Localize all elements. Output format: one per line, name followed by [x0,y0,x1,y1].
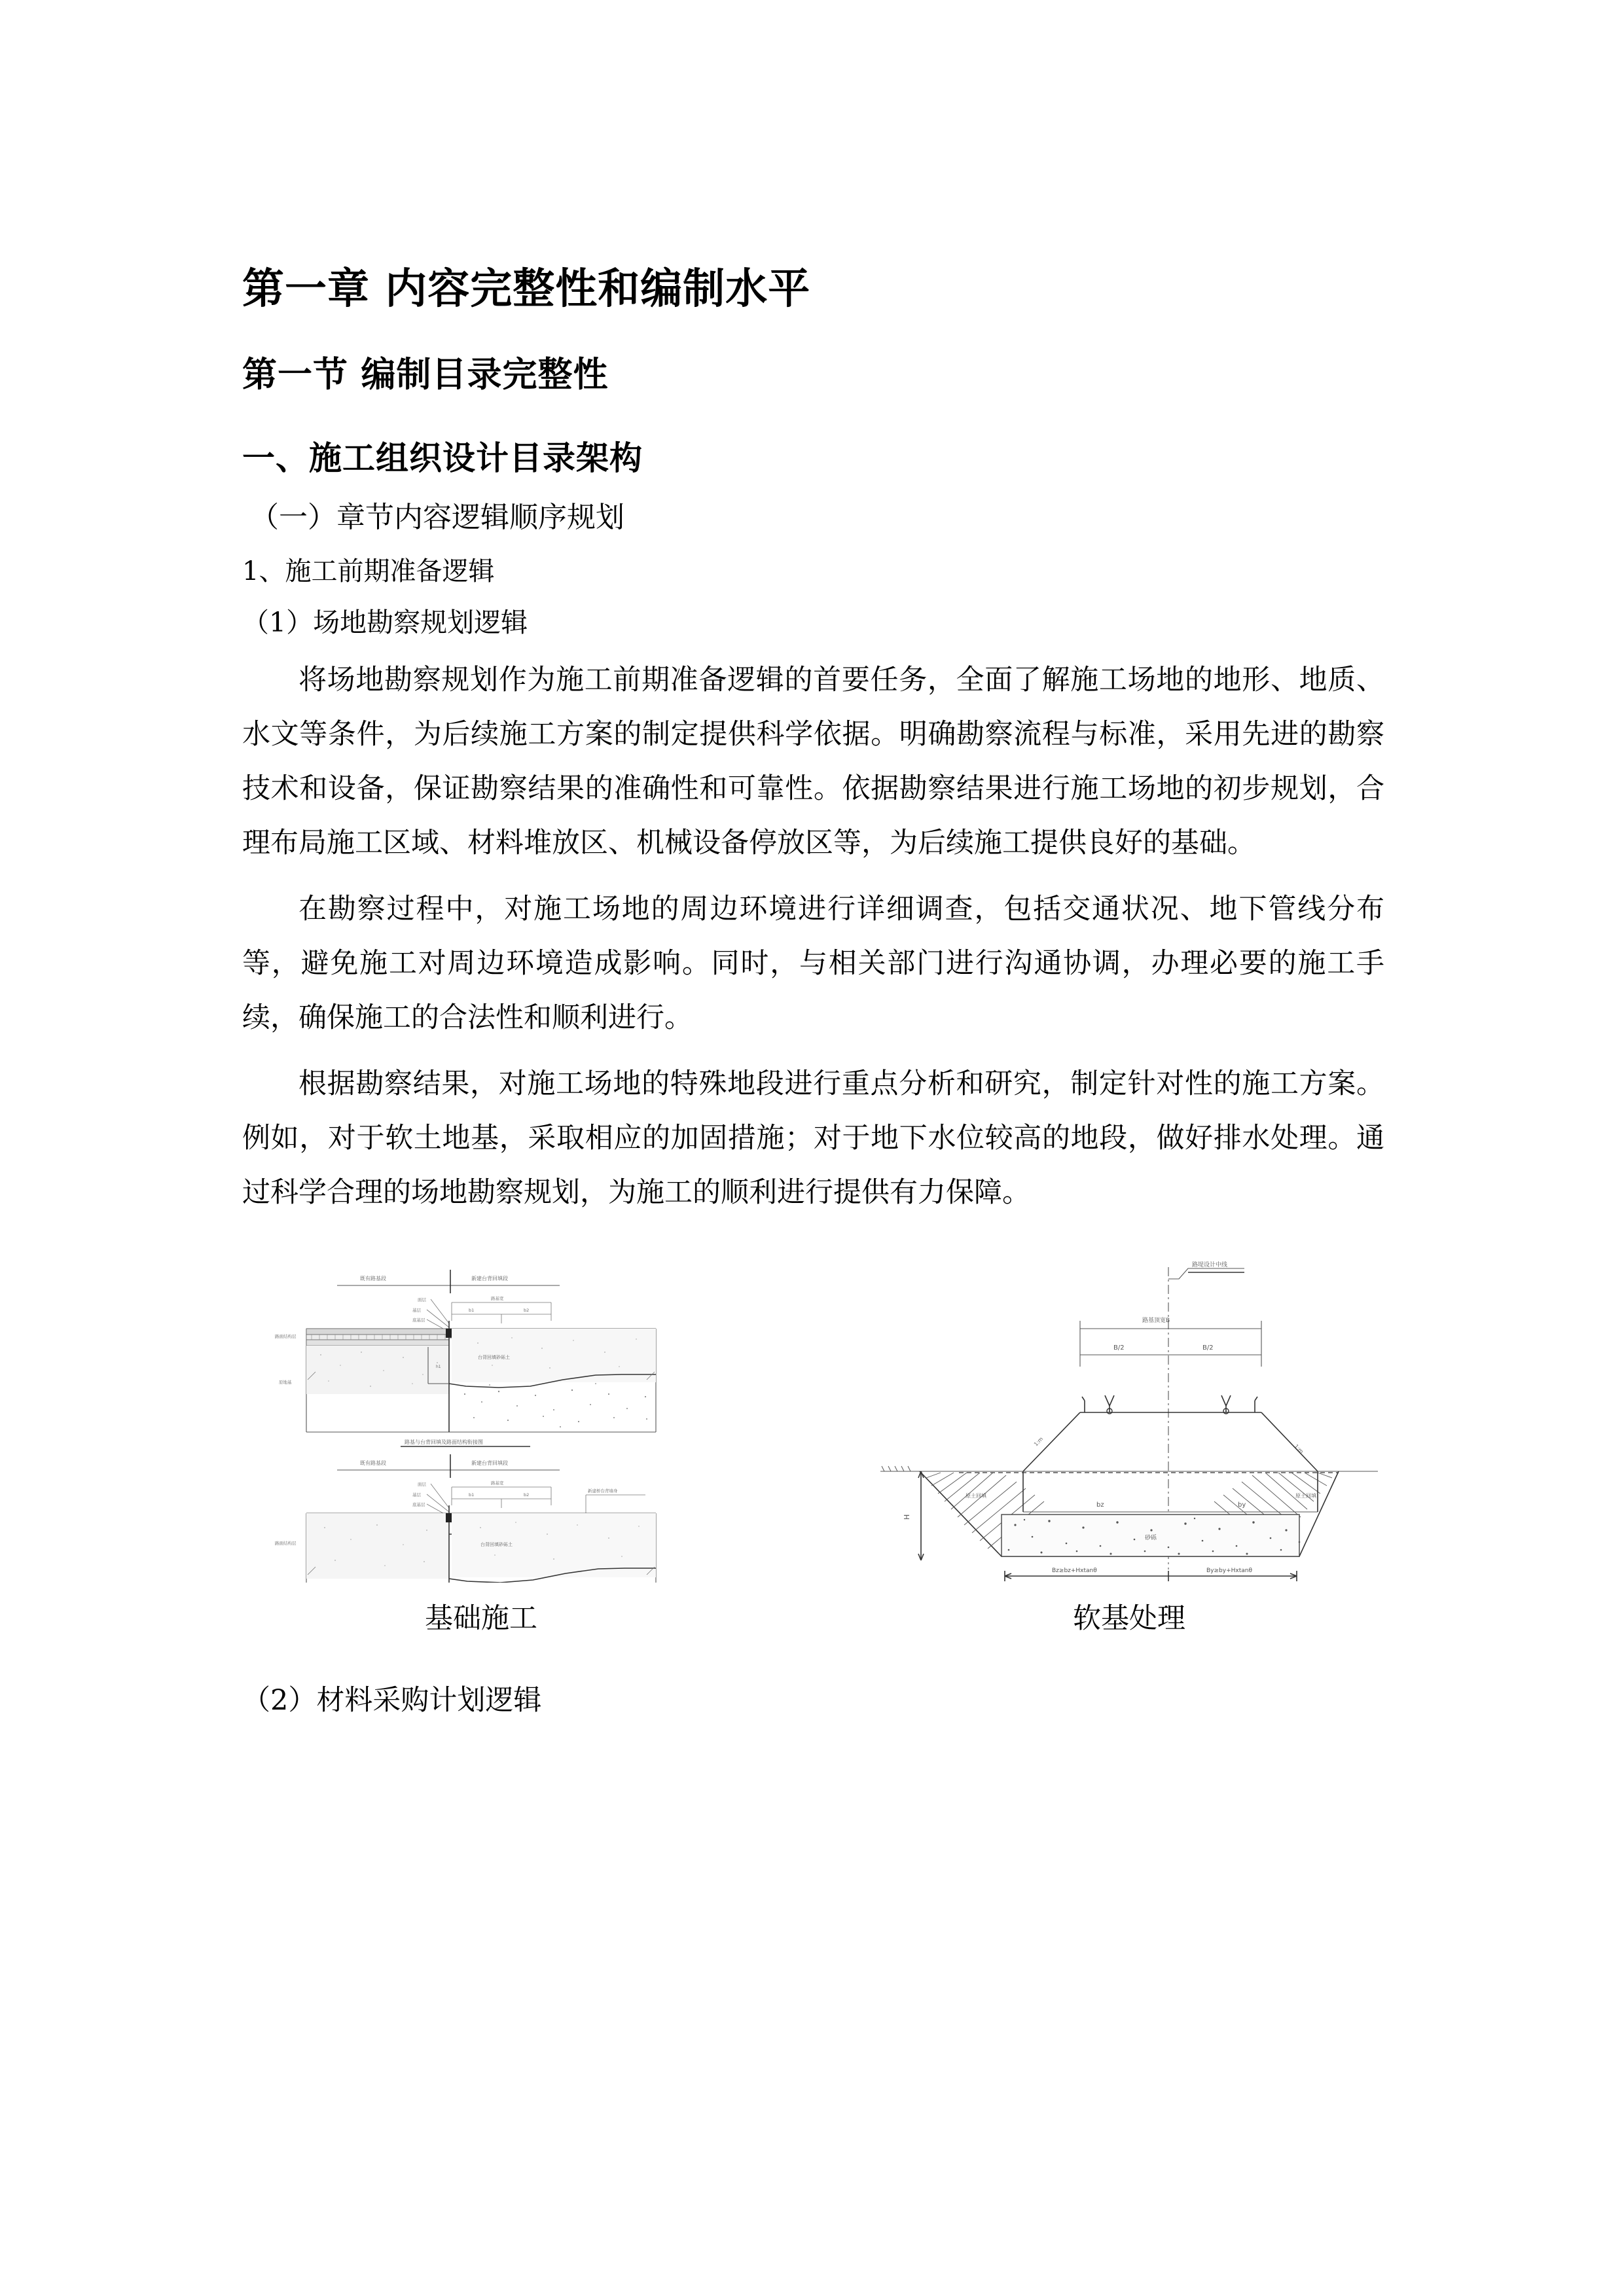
svg-text:b1: b1 [469,1307,475,1313]
svg-text:砂砾: 砂砾 [1145,1534,1157,1541]
svg-text:h1: h1 [436,1364,441,1369]
paren-heading: （一）章节内容逻辑顺序规划 [250,501,624,534]
svg-text:路基与台背回填及路面结构衔接图: 路基与台背回填及路面结构衔接图 [405,1439,483,1445]
body-paragraph-2: 在勘察过程中，对施工场地的周边环境进行详细调查，包括交通状况、地下管线分布等，避免施工对周边环境造成影响。同时，与相关部门进行沟通协调，办理必要的施工手续，确保施工的合法性和顺利进行。 [242,892,1384,1034]
svg-text:底基层: 底基层 [412,1501,425,1507]
subitem-heading: （1）场地勘察规划逻辑 [242,607,528,638]
svg-text:台背回填砂砾土: 台背回填砂砾土 [480,1541,513,1547]
svg-text:底基层: 底基层 [412,1317,425,1323]
foundation-construction-drawing [255,1255,707,1583]
figure-row [242,1255,1384,1633]
svg-text:路基宽: 路基宽 [491,1480,504,1486]
body-paragraph-1: 将场地勘察规划作为施工前期准备逻辑的首要任务，全面了解施工场地的地形、地质、水文等条件，为后续施工方案的制定提供科学依据。明确勘察流程与标准，采用先进的勘察技术和设备，保证勘察结果的准确性和可靠性。依据勘察结果进行施工场地的初步规划，合理布局施工区域、材料堆放区、机械设备停放区等，为后续施工提供良好的基础。 [242,664,1384,859]
svg-text:路基顶宽B: 路基顶宽B [1142,1317,1170,1324]
svg-text:路面结构层: 路面结构层 [275,1333,297,1339]
page-content [242,0,1384,1715]
tail-heading: （2）材料采购计划逻辑 [242,1683,542,1717]
soft-foundation-treatment-drawing [880,1255,1378,1583]
chapter-heading: 第一章 内容完整性和编制水平 [242,265,811,314]
svg-text:新建桥台背墙身: 新建桥台背墙身 [588,1488,618,1494]
svg-text:Bz≥bz+Hxtanθ: Bz≥bz+Hxtanθ [1052,1567,1097,1574]
svg-text:台背回填砂砾土: 台背回填砂砾土 [478,1354,510,1360]
body-paragraph-3: 根据勘察结果，对施工场地的特殊地段进行重点分析和研究，制定针对性的施工方案。例如，对于软土地基，采取相应的加固措施；对于地下水位较高的地段，做好排水处理。通过科学合理的场地勘察规划，为施工的顺利进行提供有力保障。 [242,1067,1384,1209]
item-heading: 1、施工前期准备逻辑 [242,556,495,586]
svg-text:1:m: 1:m [1293,1443,1305,1455]
figure-foundation-construction [255,1255,707,1633]
svg-text:基层: 基层 [412,1492,421,1498]
svg-text:路面结构层: 路面结构层 [275,1540,297,1546]
figure-caption-foundation: 基础施工 [425,1602,537,1635]
svg-text:面层: 面层 [418,1481,426,1487]
svg-text:路堤设计中线: 路堤设计中线 [1192,1261,1228,1268]
figure-caption-soft-foundation: 软基处理 [1073,1602,1185,1635]
svg-text:原地基: 原地基 [279,1379,292,1385]
svg-text:面层: 面层 [418,1297,426,1302]
svg-text:基层: 基层 [412,1307,421,1313]
section-heading: 第一节 编制目录完整性 [242,355,609,395]
svg-text:B/2: B/2 [1202,1344,1214,1352]
svg-text:b2: b2 [524,1492,530,1498]
svg-text:b1: b1 [469,1492,475,1498]
svg-text:By≥by+Hxtanθ: By≥by+Hxtanθ [1206,1567,1252,1574]
svg-text:1:m: 1:m [1032,1435,1045,1448]
svg-text:新建台背回填段: 新建台背回填段 [471,1275,508,1282]
svg-text:b2: b2 [524,1307,530,1313]
svg-text:H: H [903,1514,911,1520]
svg-text:既有路基段: 既有路基段 [360,1275,386,1282]
svg-text:新建台背回填段: 新建台背回填段 [471,1460,508,1466]
svg-text:B/2: B/2 [1113,1344,1125,1352]
svg-text:bz: bz [1096,1501,1104,1509]
svg-text:by: by [1238,1501,1246,1509]
svg-text:路基宽: 路基宽 [491,1295,504,1301]
svg-text:原土回填: 原土回填 [965,1492,986,1499]
numbered-heading: 一、施工组织设计目录架构 [242,439,643,477]
figure-soft-foundation-treatment [880,1255,1378,1633]
svg-text:既有路基段: 既有路基段 [360,1460,386,1466]
svg-text:原土回填: 原土回填 [1295,1492,1316,1499]
